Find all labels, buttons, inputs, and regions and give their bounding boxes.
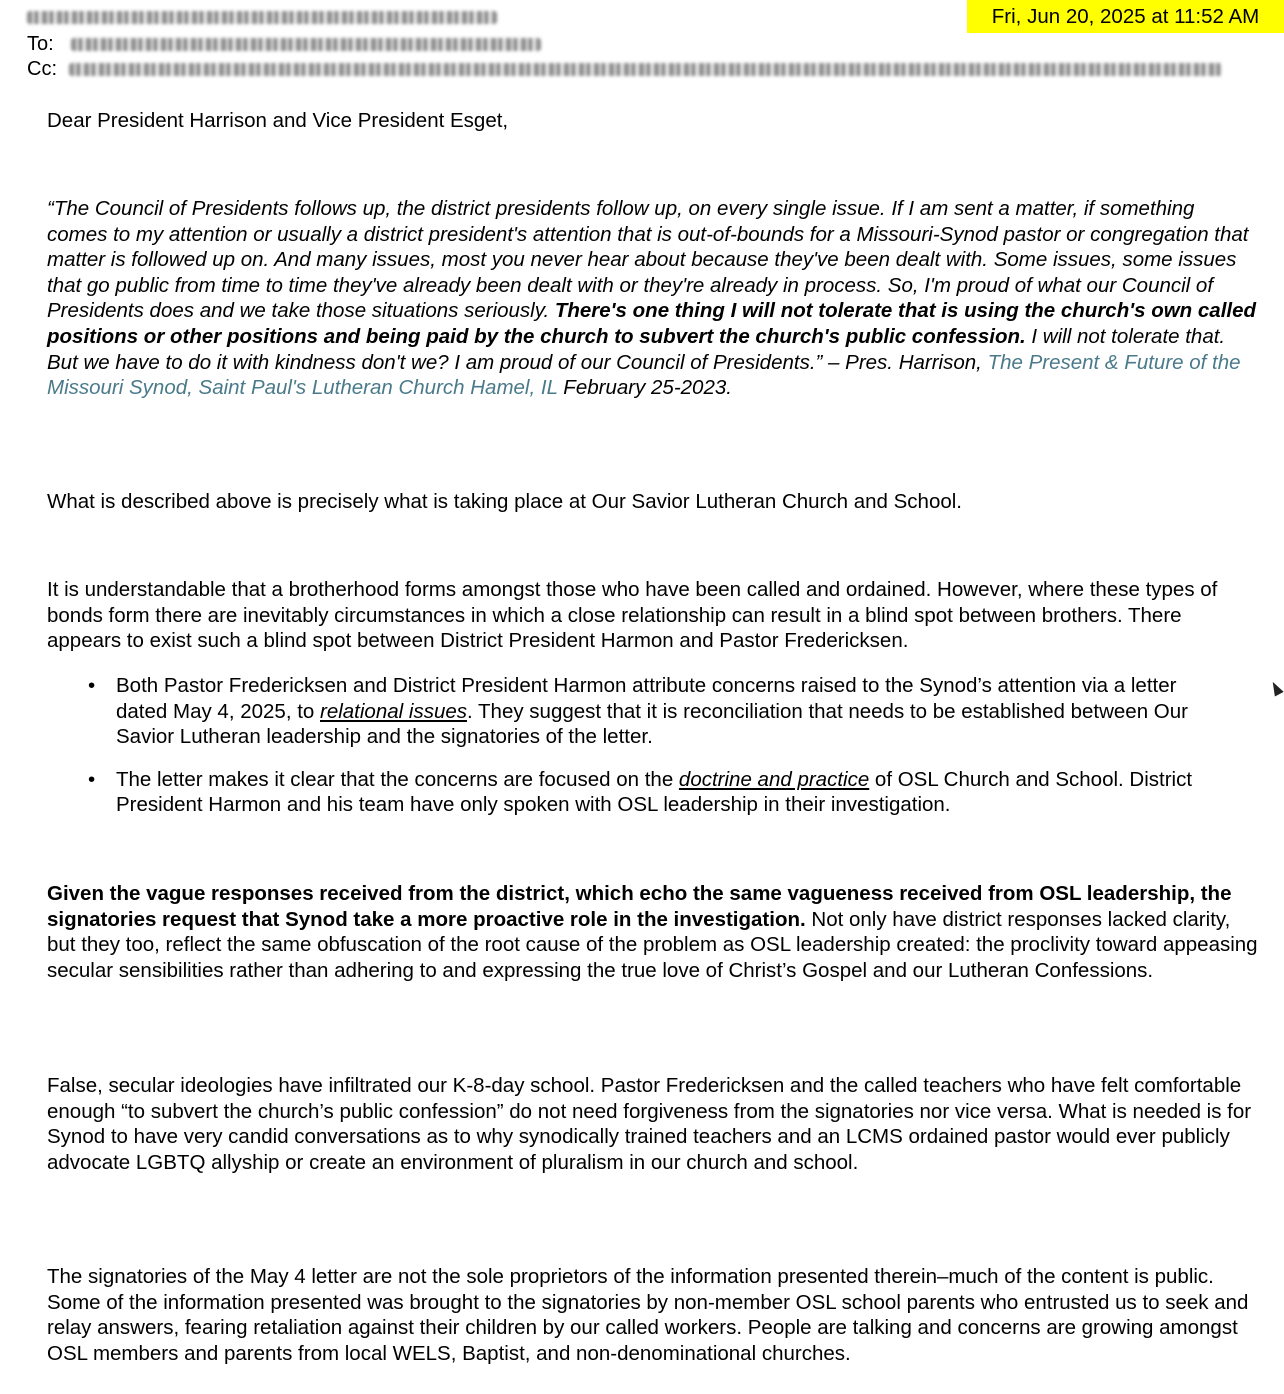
bullet-list — [47, 673, 1217, 818]
request-bold: Given the vague responses received from the district, which echo the same vagueness received from OSL leadership, the signatories request that Synod take a more proactive role in the investigation. — [47, 882, 1232, 931]
to-line — [27, 32, 541, 56]
paragraph-described: What is described above is precisely what is taking place at Our Savior Lutheran Church and School. — [47, 490, 963, 513]
paragraph-request: Given the vague responses received from the district, which echo the same vagueness received from OSL leadership, the signatories request that Synod take a more proactive role in the investigation. Not only have district responses lacked clarity, but they too, reflect the same obfuscation of the root cause of the problem as OSL leadership created: the proclivity toward appeasing secular sensibilities rather than adhering to and expressing the true love of Christ’s Gospel and our Lutheran Confessions. — [47, 882, 1258, 982]
redacted-recipients — [71, 38, 541, 51]
quote-text: “The Council of Presidents follows up, the district presidents follow up, on every single issue. If I am sent a matter, if something comes to my attention or usually a district president's attention that is out-of-bounds for a Missouri-Synod pastor or congregation that matter is followed up on. And many issues, most you never hear about because they've been dealt with. Some issues, some issues that go public from time to time they've already been dealt with or they're already in process. So, I'm proud of what our Council of Presidents does and we take those situations seriously. — [47, 197, 1249, 323]
bullet-doctrine: • The letter makes it clear that the concerns are focused on the doctrine and practice of OSL Church and School. District President Harmon and his team have only spoken with OSL leadership in their investigation. — [47, 767, 1217, 818]
quote-paragraph — [47, 196, 1259, 401]
cc-label: Cc: — [27, 58, 57, 80]
cc-line — [27, 57, 1222, 81]
bullet-relational: • Both Pastor Fredericksen and District President Harmon attribute concerns raised to the Synod’s attention via a letter dated May 4, 2025, to relational issues. They suggest that it is reconciliation that needs to be established between Our Savior Lutheran leadership and the signatories of the letter. — [47, 673, 1217, 750]
paragraph-signatories: The signatories of the May 4 letter are not the sole proprietors of the information presented therein–much of the content is public. Some of the information presented was brought to the signatories by non-member OSL school parents who entrusted us to seek and relay answers, fearing retaliation against their children by our called workers. People are talking and concerns are growing amongst OSL members and parents from local WELS, Baptist, and non-denominational churches. — [47, 1265, 1249, 1365]
to-label: To: — [27, 33, 54, 55]
emphasis-relational-issues: relational issues — [320, 699, 467, 723]
sender-line — [27, 5, 497, 29]
paragraph-brotherhood: It is understandable that a brotherhood forms amongst those who have been called and ordained. However, where these types of bonds form there are inevitably circumstances in which a close relationship can result in a blind spot between brothers. There appears to exist such a blind spot between District President Harmon and Pastor Fredericksen. — [47, 578, 1218, 653]
emphasis-doctrine-practice: doctrine and practice — [678, 767, 870, 791]
redacted-cc — [69, 63, 1222, 76]
quote-date: February 25-2023. — [557, 376, 732, 400]
email-date: Fri, Jun 20, 2025 at 11:52 AM — [967, 0, 1284, 33]
redacted-sender — [27, 11, 497, 24]
quote-text-2: I will not tolerate that. But we have to do it with kindness don't we? I am proud of our Council of Presidents.” – Pres. Harrison, — [47, 324, 1226, 374]
paragraph-ideologies: False, secular ideologies have infiltrated our K-8-day school. Pastor Fredericksen and the called teachers who have felt comfortable enough “to subvert the church’s public confession” do not need forgiveness from the signatories nor vice versa. What is needed is for Synod to have very candid conversations as to why synodically trained teachers and an LCMS ordained pastor would ever publicly advocate LGBTQ allyship or create an environment of pluralism in our church and school. — [47, 1074, 1252, 1174]
mouse-cursor-icon — [1268, 679, 1283, 696]
greeting: Dear President Harrison and Vice President Esget, — [47, 109, 509, 132]
quote-bold: There's one thing I will not tolerate that is using the church's own called positions or other positions and being paid by the church to subvert the church's public confession. — [47, 299, 1257, 348]
quote-source-link[interactable]: The Present & Future of the Missouri Synod, Saint Paul's Lutheran Church Hamel, IL — [47, 350, 1241, 400]
